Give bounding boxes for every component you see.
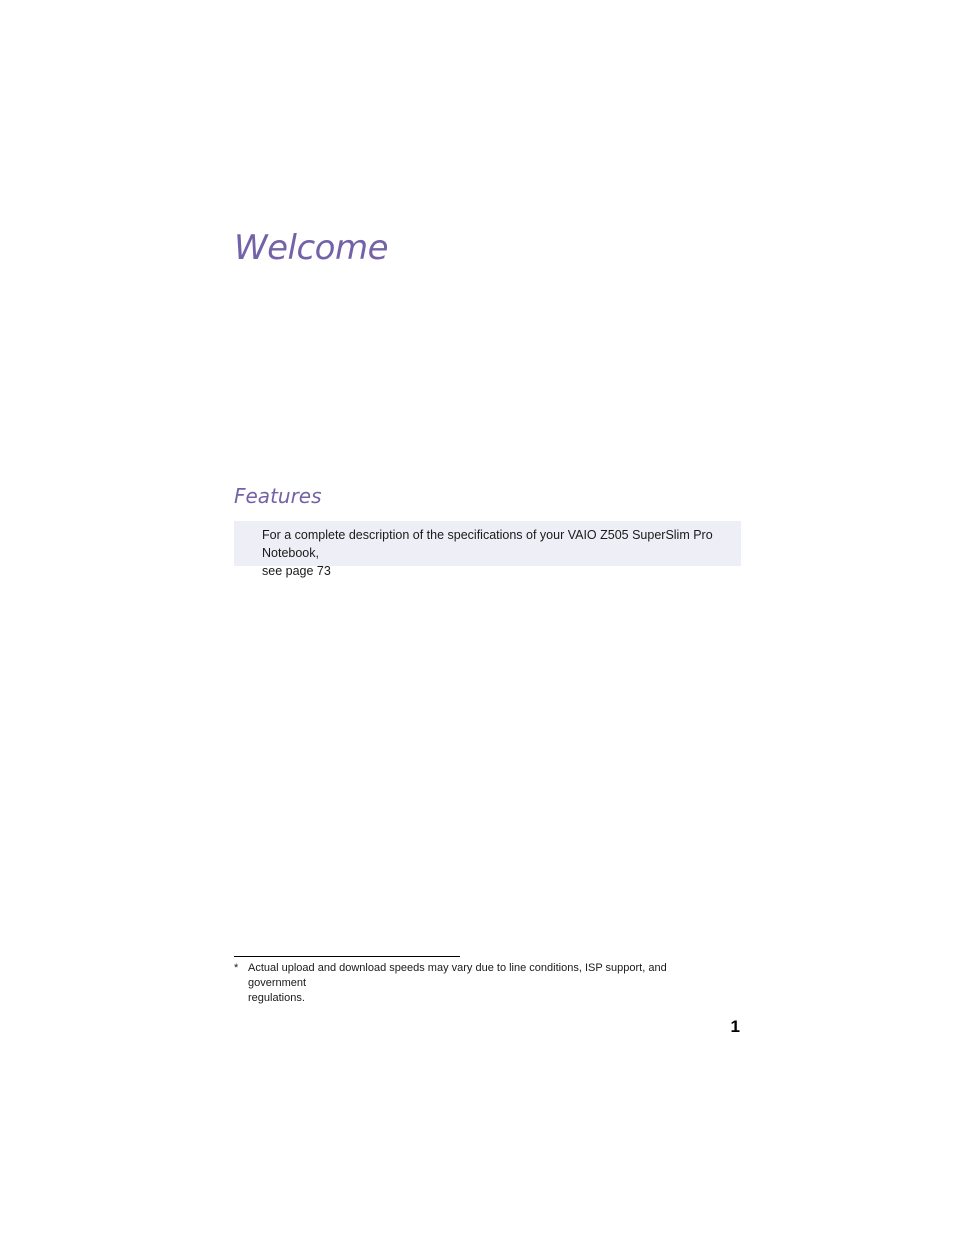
note-text-line-1: For a complete description of the specifications of your VAIO Z505 SuperSlim Pro Notebook, (262, 528, 713, 560)
page-title: Welcome (234, 228, 389, 268)
footnote-text (248, 961, 724, 1006)
footnote-text-line-2: regulations. (248, 992, 305, 1004)
footnote-text-line-1: Actual upload and download speeds may vary due to line conditions, ISP support, and government (248, 962, 667, 989)
section-heading-features: Features (234, 484, 322, 508)
footnote-marker: * (234, 962, 239, 974)
footnote (234, 961, 724, 1006)
note-text (262, 526, 731, 580)
page-number: 1 (730, 1017, 740, 1036)
note-text-line-2: see page 73 (262, 564, 331, 578)
note-box (234, 521, 741, 578)
footnote-divider (234, 956, 460, 957)
